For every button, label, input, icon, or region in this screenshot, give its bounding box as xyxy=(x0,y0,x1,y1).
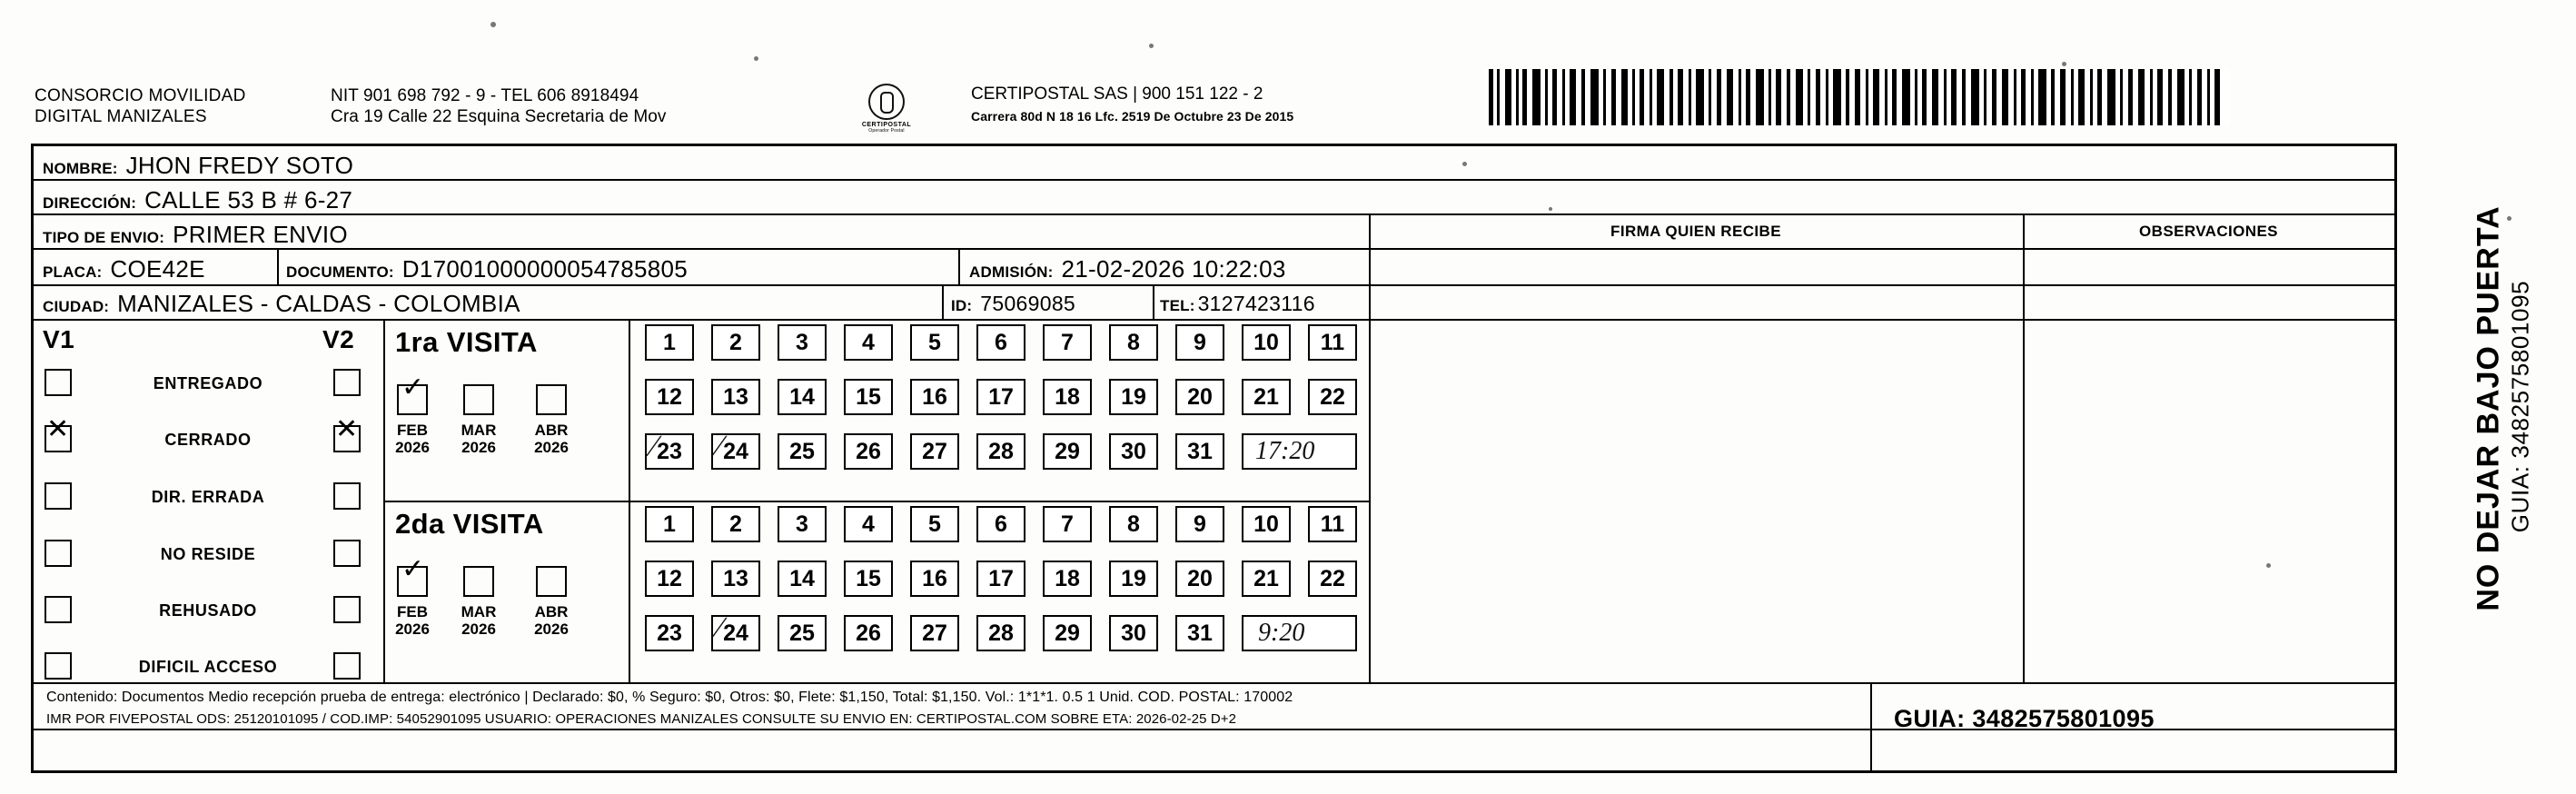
visit-1-title: 1ra VISITA xyxy=(395,326,538,358)
visit-1-feb-name: FEB xyxy=(397,422,428,439)
nit-line-2: Cra 19 Calle 22 Esquina Secretaria de Mov xyxy=(331,107,667,126)
status-label-cerrado: CERRADO xyxy=(164,431,252,449)
divider xyxy=(1369,319,1371,682)
day-cell[interactable]: 24 xyxy=(711,433,760,470)
visit-2-time-handwritten: 9:20 xyxy=(1258,619,1305,647)
day-cell[interactable]: 22 xyxy=(1308,379,1357,415)
consorcio-line-1: CONSORCIO MOVILIDAD xyxy=(35,86,246,105)
visit-2-feb-name: FEB xyxy=(397,603,428,620)
visit-1-month-mar xyxy=(451,422,507,456)
nit-line-1: NIT 901 698 792 - 9 - TEL 606 8918494 xyxy=(331,86,639,105)
divider xyxy=(2023,213,2025,682)
id-value: 75069085 xyxy=(980,292,1075,315)
id-label: ID: xyxy=(951,297,973,314)
day-cell[interactable]: 23 xyxy=(645,433,694,470)
day-cell[interactable]: 1 xyxy=(645,324,694,361)
checkbox-v2-dificil-acceso[interactable] xyxy=(333,652,361,680)
field-placa xyxy=(43,255,205,283)
firma-quien-recibe-header: FIRMA QUIEN RECIBE xyxy=(1610,223,1781,240)
day-cell[interactable]: 31 xyxy=(1175,433,1224,470)
placa-label: PLACA: xyxy=(43,263,103,281)
status-label-entregado: ENTREGADO xyxy=(153,374,263,392)
field-id xyxy=(951,292,1075,316)
day-cell[interactable]: 20 xyxy=(1175,561,1224,597)
field-documento xyxy=(286,255,688,283)
waybill-main-box xyxy=(31,144,2397,773)
field-admision xyxy=(969,255,1286,283)
visit-2-abr-year: 2026 xyxy=(534,620,569,638)
divider xyxy=(383,501,1369,502)
day-cell[interactable]: 18 xyxy=(1043,379,1092,415)
v2-header: V2 xyxy=(322,325,355,353)
certipostal-block xyxy=(971,84,1293,127)
divider xyxy=(34,284,2394,286)
day-cell[interactable]: 8 xyxy=(1109,324,1158,361)
checkbox-v1-rehusado[interactable] xyxy=(45,596,72,623)
day-cell[interactable]: 2 xyxy=(711,506,760,542)
visit-2-day-mark: ∕ xyxy=(717,611,722,645)
day-cell[interactable]: 27 xyxy=(910,615,959,651)
day-cell[interactable]: 18 xyxy=(1043,561,1092,597)
day-cell[interactable]: 29 xyxy=(1043,615,1092,651)
admision-value: 21-02-2026 10:22:03 xyxy=(1061,255,1286,283)
scan-speck xyxy=(490,22,496,27)
visit-2-feb-year: 2026 xyxy=(395,620,430,638)
day-cell[interactable]: 30 xyxy=(1109,615,1158,651)
visit-1-abr-name: ABR xyxy=(534,422,569,439)
day-cell[interactable]: 15 xyxy=(844,379,893,415)
nombre-label: NOMBRE: xyxy=(43,160,118,177)
day-cell[interactable]: 26 xyxy=(844,433,893,470)
checkbox-v1-no-reside[interactable] xyxy=(45,540,72,567)
day-cell[interactable]: 24 xyxy=(711,615,760,651)
day-cell[interactable]: 7 xyxy=(1043,506,1092,542)
consorcio-line-2: DIGITAL MANIZALES xyxy=(35,107,207,126)
field-tel xyxy=(1160,292,1315,316)
day-cell[interactable]: 8 xyxy=(1109,506,1158,542)
day-cell[interactable]: 7 xyxy=(1043,324,1092,361)
delivery-status-block xyxy=(34,323,383,719)
day-cell[interactable]: 6 xyxy=(976,506,1025,542)
visit-1-day-mark: ∕ xyxy=(651,430,657,463)
visit-1-mar-name: MAR xyxy=(461,422,497,439)
visit-1-mar-year: 2026 xyxy=(461,439,496,456)
footer-line-2: IMR POR FIVEPOSTAL ODS: 25120101095 / COD.IMP: 54052901095 USUARIO: OPERACIONES MANIZALES CONSULTE SU ENVIO EN: CERTIPOSTAL.COM SOBRE ETA: 2026-02-25 D+2 xyxy=(46,711,1237,727)
checkbox-visit-2-abr[interactable] xyxy=(536,566,567,597)
day-cell[interactable]: 13 xyxy=(711,379,760,415)
logo-label: CERTIPOSTAL xyxy=(861,122,912,128)
visit-2-month-abr xyxy=(523,603,580,638)
visit-2-month-feb xyxy=(384,603,441,638)
v1-header: V1 xyxy=(43,325,75,353)
certipostal-line-1: CERTIPOSTAL SAS | 900 151 122 - 2 xyxy=(971,84,1263,104)
field-tipo-envio xyxy=(43,221,348,249)
divider xyxy=(1153,284,1154,319)
tipo-envio-label: TIPO DE ENVIO: xyxy=(43,229,165,246)
day-cell[interactable]: 17 xyxy=(976,379,1025,415)
day-cell[interactable]: 1 xyxy=(645,506,694,542)
checkbox-v2-rehusado[interactable] xyxy=(333,596,361,623)
placa-value: COE42E xyxy=(110,255,205,283)
tel-label: TEL: xyxy=(1160,297,1195,314)
scan-speck xyxy=(754,56,758,61)
barcode xyxy=(1485,69,2230,125)
day-cell[interactable]: 14 xyxy=(778,379,827,415)
visit-1-feb-year: 2026 xyxy=(395,439,430,456)
day-cell[interactable]: 3 xyxy=(778,324,827,361)
ciudad-value: MANIZALES - CALDAS - COLOMBIA xyxy=(117,290,520,317)
checkmark-visit-1-feb: ✓ xyxy=(401,372,425,402)
day-cell[interactable]: 22 xyxy=(1308,561,1357,597)
divider xyxy=(277,248,279,284)
day-cell[interactable]: 27 xyxy=(910,433,959,470)
visit-2-mar-year: 2026 xyxy=(461,620,496,638)
day-cell[interactable]: 19 xyxy=(1109,379,1158,415)
ciudad-label: CIUDAD: xyxy=(43,298,110,315)
day-cell[interactable]: 10 xyxy=(1242,324,1291,361)
notice-text: NO DEJAR BAJO PUERTA xyxy=(2471,205,2506,611)
admision-label: ADMISIÓN: xyxy=(969,263,1054,281)
divider xyxy=(34,319,2394,321)
day-cell[interactable]: 4 xyxy=(844,324,893,361)
visit-2-month-mar xyxy=(451,603,507,638)
scan-speck xyxy=(2062,62,2066,66)
status-label-rehusado: REHUSADO xyxy=(159,601,257,620)
day-cell[interactable]: 21 xyxy=(1242,561,1291,597)
logo-sublabel: Operador Postal xyxy=(868,128,905,134)
visit-1-abr-year: 2026 xyxy=(534,439,569,456)
day-cell[interactable]: 25 xyxy=(778,615,827,651)
divider xyxy=(34,682,2394,684)
day-cell[interactable]: 6 xyxy=(976,324,1025,361)
certipostal-line-2: Carrera 80d N 18 16 Lfc. 2519 De Octubre 23 De 2015 xyxy=(971,109,1294,124)
divider xyxy=(34,179,2394,181)
direccion-label: DIRECCIÓN: xyxy=(43,194,137,212)
day-cell[interactable]: 28 xyxy=(976,615,1025,651)
checkmark-v1-cerrado: ✕ xyxy=(46,414,70,444)
tel-value: 3127423116 xyxy=(1197,292,1315,315)
day-cell[interactable]: 16 xyxy=(910,379,959,415)
day-cell[interactable]: 12 xyxy=(645,561,694,597)
field-nombre xyxy=(43,152,353,180)
visit-1-time-handwritten: 17:20 xyxy=(1255,437,1315,465)
day-cell[interactable]: 30 xyxy=(1109,433,1158,470)
day-cell[interactable]: 15 xyxy=(844,561,893,597)
footer-line-1: Contenido: Documentos Medio recepción prueba de entrega: electrónico | Declarado: $0, % Seguro: $0, Otros: $0, Flete: $1,150, Total: $1,150. Vol.: 1*1*1. 0.5 1 Unid. COD. POSTAL: 170002 xyxy=(46,690,1293,705)
day-cell[interactable]: 14 xyxy=(778,561,827,597)
visit-2-mar-name: MAR xyxy=(461,603,497,620)
day-cell[interactable]: 5 xyxy=(910,506,959,542)
consorcio-block xyxy=(35,85,246,127)
status-label-dificil-acceso: DIFICIL ACCESO xyxy=(138,658,278,676)
day-cell[interactable]: 21 xyxy=(1242,379,1291,415)
checkbox-visit-2-mar[interactable] xyxy=(463,566,494,597)
checkmark-v2-cerrado: ✕ xyxy=(335,414,359,444)
certipostal-logo-icon xyxy=(853,84,920,136)
documento-value: D17001000000054785805 xyxy=(401,255,689,283)
day-cell[interactable]: 9 xyxy=(1175,506,1224,542)
divider xyxy=(942,284,944,319)
divider xyxy=(1870,682,1872,773)
checkbox-v1-entregado[interactable] xyxy=(45,369,72,396)
notice-guia: GUIA: 3482575801095 xyxy=(2506,280,2534,533)
divider xyxy=(958,248,960,284)
day-cell[interactable]: 23 xyxy=(645,615,694,651)
day-cell[interactable]: 3 xyxy=(778,506,827,542)
visit-1-month-feb xyxy=(384,422,441,456)
day-cell[interactable]: 16 xyxy=(910,561,959,597)
visit-1-month-abr xyxy=(523,422,580,456)
day-cell[interactable]: 31 xyxy=(1175,615,1224,651)
tipo-envio-value: PRIMER ENVIO xyxy=(173,221,348,248)
day-cell[interactable]: 10 xyxy=(1242,506,1291,542)
divider xyxy=(34,248,2394,250)
day-cell[interactable]: 5 xyxy=(910,324,959,361)
day-cell[interactable]: 12 xyxy=(645,379,694,415)
day-cell[interactable]: 17 xyxy=(976,561,1025,597)
field-direccion xyxy=(43,186,352,214)
checkbox-v2-no-reside[interactable] xyxy=(333,540,361,567)
direccion-value: CALLE 53 B # 6-27 xyxy=(144,186,353,213)
day-cell[interactable]: 26 xyxy=(844,615,893,651)
day-cell[interactable]: 4 xyxy=(844,506,893,542)
day-cell[interactable]: 9 xyxy=(1175,324,1224,361)
scan-speck xyxy=(1149,44,1154,48)
no-dejar-bajo-puerta-notice xyxy=(2412,182,2548,727)
guia-footer-label: GUIA: 3482575801095 xyxy=(1894,705,2155,732)
day-cell[interactable]: 11 xyxy=(1308,324,1357,361)
logo-mark xyxy=(868,84,905,120)
nit-block xyxy=(331,85,667,127)
field-ciudad xyxy=(43,290,520,318)
day-cell[interactable]: 13 xyxy=(711,561,760,597)
day-cell[interactable]: 11 xyxy=(1308,506,1357,542)
documento-label: DOCUMENTO: xyxy=(286,263,394,281)
checkmark-visit-2-feb: ✓ xyxy=(401,554,425,584)
checkbox-visit-1-mar[interactable] xyxy=(463,384,494,415)
visit-2-abr-name: ABR xyxy=(534,603,569,620)
checkbox-v2-entregado[interactable] xyxy=(333,369,361,396)
checkbox-v1-dir-errada[interactable] xyxy=(45,482,72,510)
day-cell[interactable]: 29 xyxy=(1043,433,1092,470)
divider xyxy=(34,213,2394,215)
checkbox-v2-dir-errada[interactable] xyxy=(333,482,361,510)
checkbox-v1-dificil-acceso[interactable] xyxy=(45,652,72,680)
visit-2-title: 2da VISITA xyxy=(395,508,544,540)
nombre-value: JHON FREDY SOTO xyxy=(125,152,354,179)
day-cell[interactable]: 25 xyxy=(778,433,827,470)
visit-1-day-mark: ∕ xyxy=(717,430,722,463)
observaciones-header: OBSERVACIONES xyxy=(2139,223,2278,240)
day-cell[interactable]: 2 xyxy=(711,324,760,361)
status-label-no-reside: NO RESIDE xyxy=(160,545,256,563)
checkbox-visit-1-abr[interactable] xyxy=(536,384,567,415)
day-cell[interactable]: 20 xyxy=(1175,379,1224,415)
status-label-dir-errada: DIR. ERRADA xyxy=(151,488,265,506)
day-cell[interactable]: 28 xyxy=(976,433,1025,470)
day-cell[interactable]: 19 xyxy=(1109,561,1158,597)
